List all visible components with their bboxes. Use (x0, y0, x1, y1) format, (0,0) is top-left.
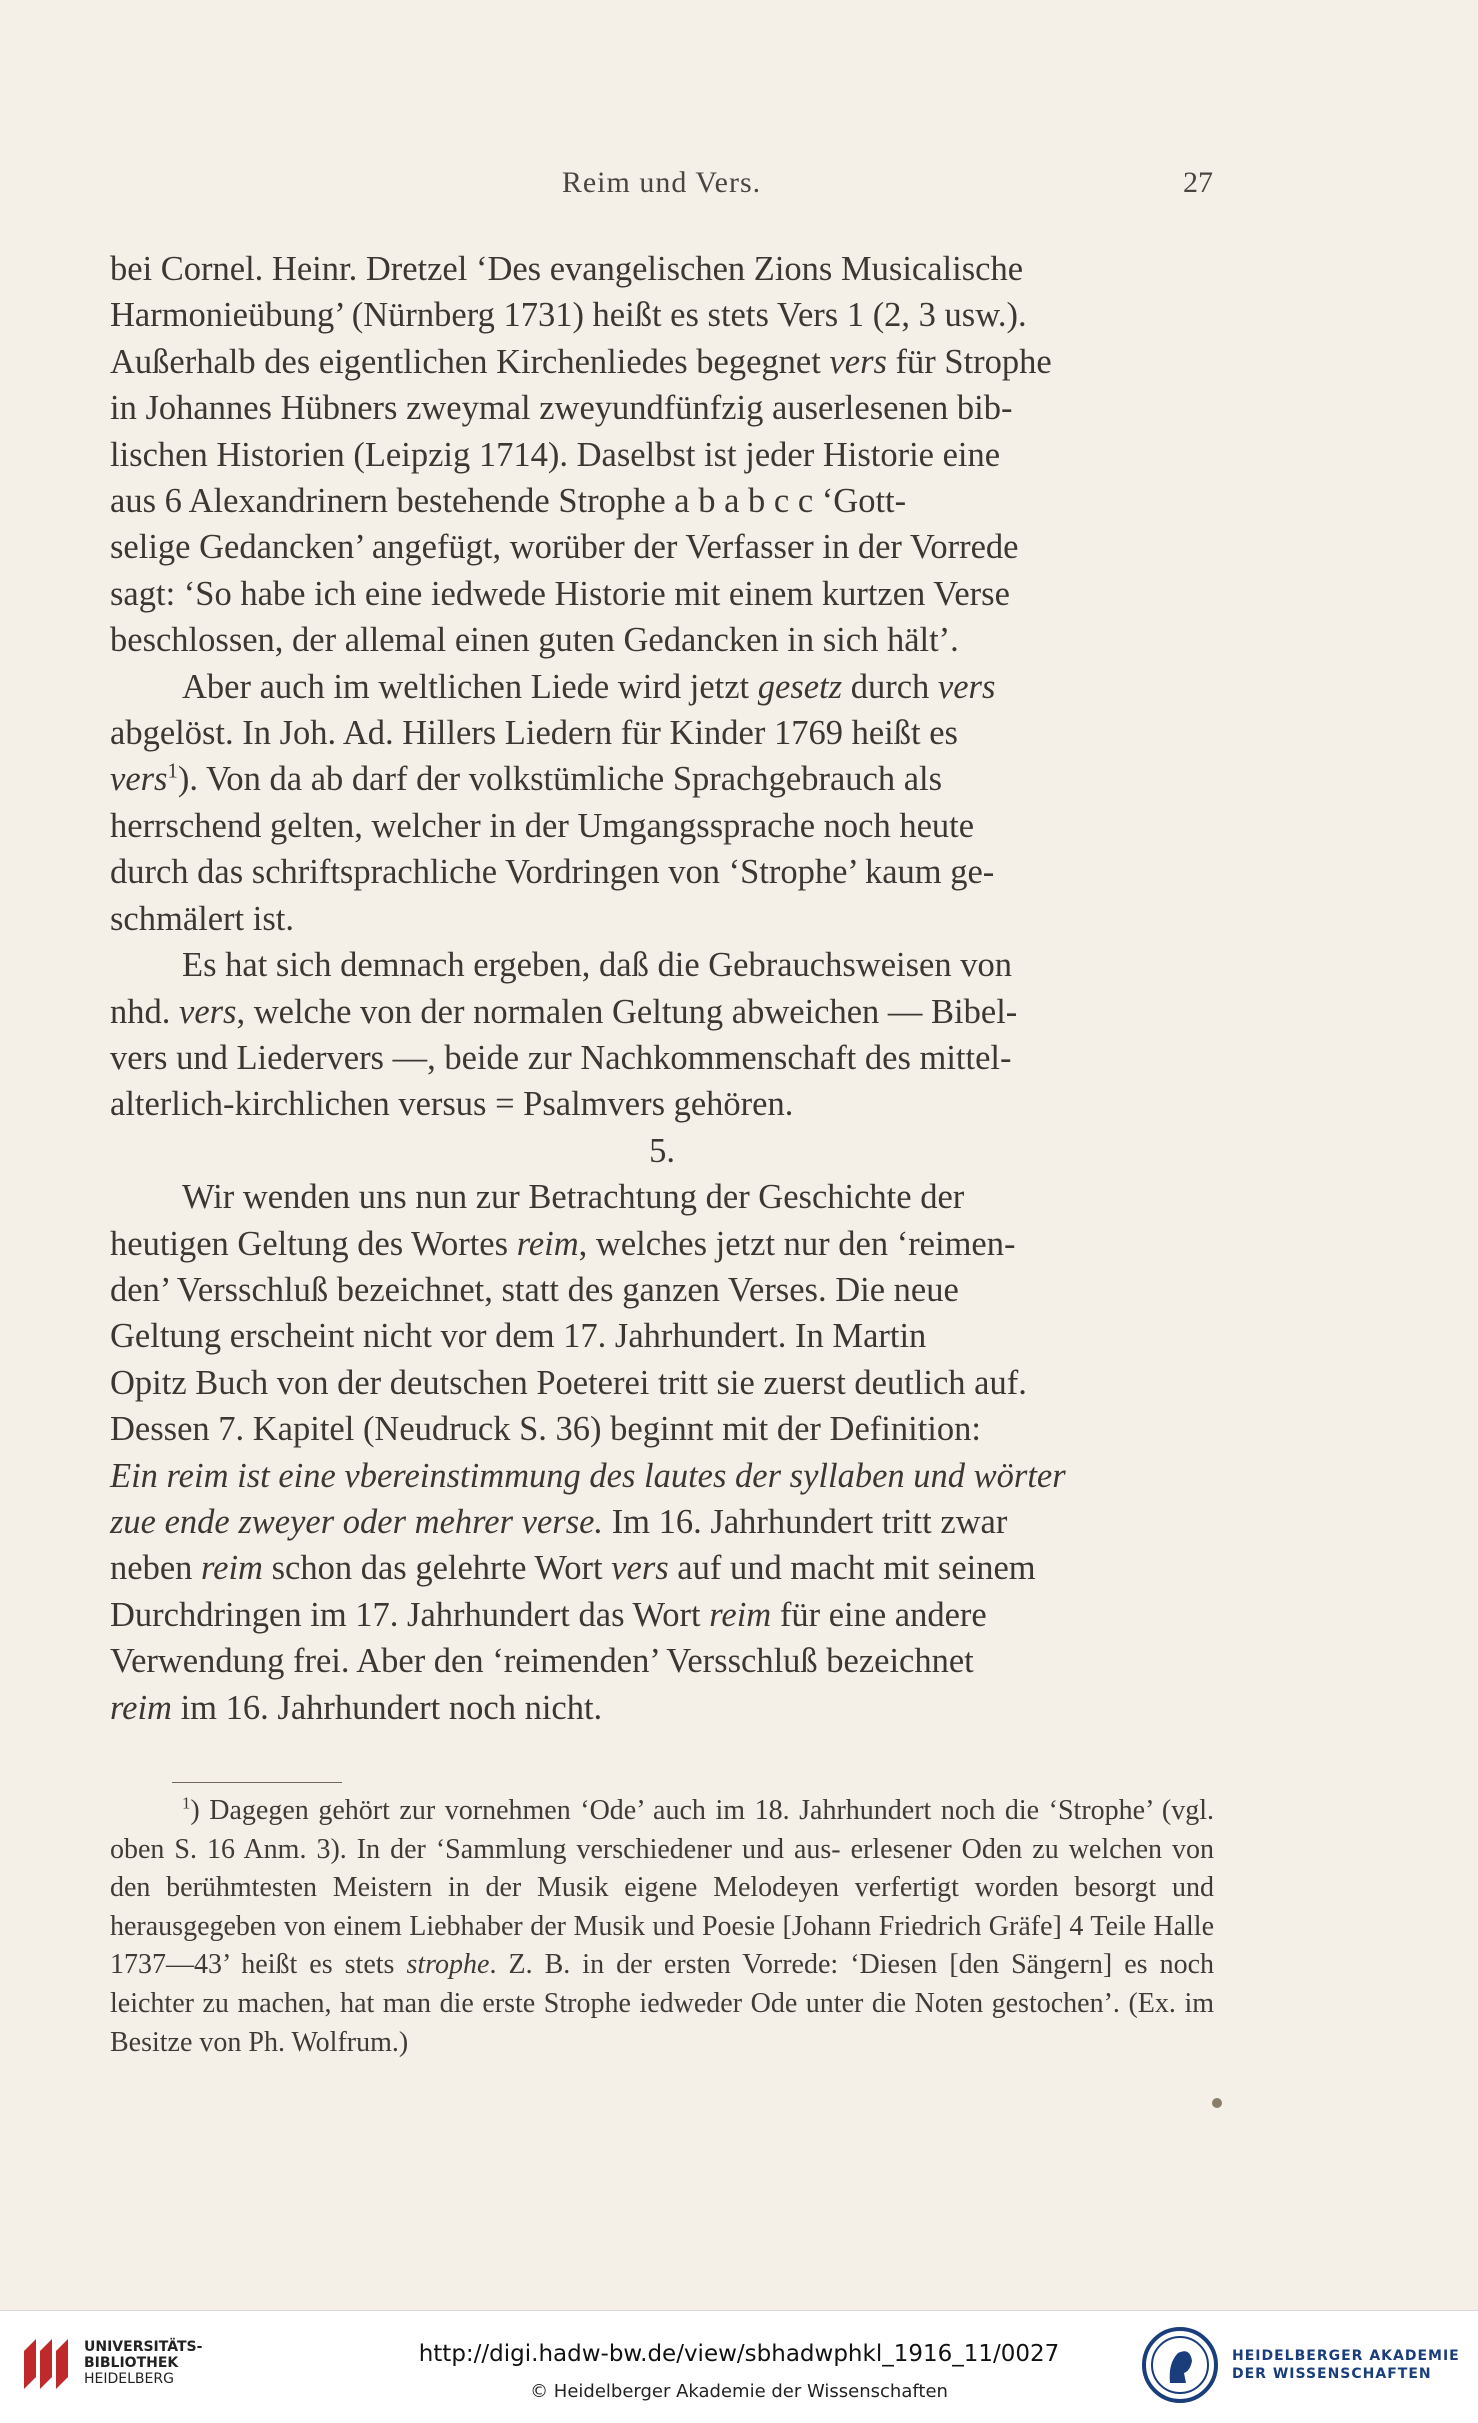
viewer-footer (0, 2310, 1478, 2423)
footnote-rule (172, 1782, 342, 1783)
text-run: , welches jetzt nur den ‘reimen- (578, 1224, 1016, 1263)
text-run: schon das gelehrte Wort (262, 1549, 612, 1588)
copyright-notice: © Heidelberger Akademie der Wissenschaften (530, 2381, 948, 2402)
text-run: Sängern] es noch leichter zu machen, hat man die erste Strophe iedweder (110, 1949, 1214, 2019)
text-run: nhd. (110, 992, 179, 1031)
text-line (110, 1685, 1214, 1731)
library-line: BIBLIOTHEK (84, 2355, 179, 2371)
permalink-url[interactable]: http://digi.hadw-bw.de/view/sbhadwphkl_1916_11/0027 (418, 2341, 1060, 2367)
italic-term: gesetz (757, 667, 843, 706)
italic-term: reim (110, 1688, 172, 1727)
text-line: beschlossen, der allemal einen guten Gedancken in sich hält’. (110, 621, 959, 660)
academy-name (1232, 2347, 1460, 2383)
text-run: Durchdringen im 17. Jahrhundert das Wort (110, 1595, 710, 1634)
text-run: eigene Melodeyen verfertigt worden besorgt und herausgegeben von einem (110, 1872, 1214, 1942)
italic-term: reim (709, 1595, 772, 1634)
italic-term: vers (829, 342, 887, 381)
text-line: Verwendung frei. Aber den ‘reimenden’ Versschluß bezeichnet (110, 1642, 974, 1681)
text-run: Aber auch im weltlichen Liede wird jetzt (182, 667, 758, 706)
text-line: lischen Historien (Leipzig 1714). Daselbst ist jeder Historie eine (110, 435, 1001, 474)
text-run: Liebhaber der Musik und Poesie [Johann Friedrich Gräfe] 4 Teile Halle (409, 1910, 1214, 1942)
text-line: den’ Versschluß bezeichnet, statt des ganzen Verses. Die neue (110, 1270, 959, 1309)
hadw-seal-icon[interactable] (1140, 2325, 1220, 2405)
text-run: auf und macht mit seinem (668, 1549, 1036, 1588)
text-line: Es hat sich demnach ergeben, daß die Gebrauchsweisen von (182, 946, 1012, 985)
text-line: Opitz Buch von der deutschen Poeterei tritt sie zuerst deutlich auf. (110, 1363, 1027, 1402)
footnote-marker: 1 (182, 1793, 191, 1813)
paragraph-4-cont (110, 1221, 1214, 1731)
academy-line: DER WISSENSCHAFTEN (1232, 2366, 1432, 2382)
text-run: durch (842, 667, 938, 706)
text-line (110, 989, 1214, 1035)
text-line: durch das schriftsprachliche Vordringen von ‘Strophe’ kaum ge- (110, 853, 995, 892)
italic-term: vers (179, 992, 237, 1031)
paragraph-2-cont (110, 710, 1214, 942)
paragraph-2 (110, 664, 1214, 710)
text-line (110, 1592, 1214, 1638)
text-line: alterlich-kirchlichen versus = Psalmvers gehören. (110, 1085, 794, 1124)
text-line (110, 1545, 1214, 1591)
text-line: Geltung erscheint nicht vor dem 17. Jahrhundert. In Martin (110, 1317, 927, 1356)
print-speck (1212, 2098, 1222, 2108)
paragraph-1 (110, 246, 1214, 664)
text-run: erlesener Oden zu welchen von den berühmtesten Meistern in der Musik (110, 1833, 1214, 1904)
text-line: Dessen 7. Kapitel (Neudruck S. 36) beginnt mit der Definition: (110, 1410, 981, 1449)
text-line: in Johannes Hübners zweymal zweyundfünfzig auserlesenen bib- (110, 389, 1013, 428)
paragraph-3-cont (110, 989, 1214, 1128)
text-run: neben (110, 1549, 202, 1588)
text-line (110, 1499, 1214, 1545)
text-run: Außerhalb des eigentlichen Kirchenliedes begegnet (110, 342, 830, 381)
page-number: 27 (1183, 166, 1213, 199)
text-run: Im 16. Jahrhundert tritt zwar (603, 1502, 1008, 1541)
running-header (110, 166, 1213, 206)
text-line (110, 664, 1214, 710)
footnote-1 (110, 1792, 1214, 2062)
library-line: UNIVERSITÄTS- (84, 2339, 203, 2355)
text-line: vers und Liedervers —, beide zur Nachkommenschaft des mittel- (110, 1038, 1012, 1077)
section-number: 5. (649, 1131, 675, 1170)
text-run: ‘Strophe’ (vgl. oben S. 16 Anm. 3). In der ‘Sammlung verschiedener und aus- (110, 1795, 1214, 1865)
text-line: schmälert ist. (110, 899, 294, 938)
library-line: HEIDELBERG (84, 2371, 174, 2387)
text-line: sagt: ‘So habe ich eine iedwede Historie mit einem kurtzen Verse (110, 574, 1010, 613)
text-line (110, 1221, 1214, 1267)
text-line (110, 339, 1214, 385)
text-run: , welche von der normalen Geltung abweichen — Bibel- (236, 992, 1018, 1031)
paragraph-3 (110, 942, 1214, 988)
text-run: im 16. Jahrhundert noch nicht. (171, 1688, 603, 1727)
italic-term: vers (937, 667, 996, 706)
text-line: Wir wenden uns nun zur Betrachtung der Geschichte der (182, 1178, 965, 1217)
footnotes (110, 1792, 1214, 2062)
text-line: selige Gedancken’ angefügt, worüber der Verfasser in der Vorrede (110, 528, 1019, 567)
text-run: Ode unter die Noten gestochen’. (Ex. im Besitze von Ph. Wolfrum.) (110, 1987, 1215, 2058)
footnote-ref[interactable]: 1 (167, 760, 178, 783)
text-line (110, 1453, 1214, 1499)
italic-term: reim (201, 1549, 263, 1588)
text-line: Harmonieübung’ (Nürnberg 1731) heißt es stets Vers 1 (2, 3 usw.). (110, 296, 1027, 335)
italic-term: vers (611, 1549, 669, 1588)
italic-term: vers (110, 760, 168, 799)
text-run: heutigen Geltung des Wortes (110, 1224, 517, 1263)
paragraph-4 (110, 1174, 1214, 1220)
text-line: abgelöst. In Joh. Ad. Hillers Liedern für Kinder 1769 heißt es (110, 714, 958, 753)
text-line: aus 6 Alexandrinern bestehende Strophe a b a b c c ‘Gott- (110, 482, 907, 521)
text-run: ) Dagegen gehört zur vornehmen ‘Ode’ auch im 18. Jahrhundert noch die (190, 1795, 1040, 1826)
italic-quote: Ein reim ist eine vbereinstimmung des lautes der syllaben und wörter (110, 1456, 1066, 1495)
italic-term: strophe (406, 1949, 490, 1981)
main-text (110, 246, 1214, 1731)
text-run: für Strophe (886, 342, 1052, 381)
text-line: bei Cornel. Heinr. Dretzel ‘Des evangelischen Zions Musicalische (110, 250, 1024, 288)
academy-line: HEIDELBERGER AKADEMIE (1232, 2348, 1460, 2364)
text-line (110, 756, 1214, 802)
italic-term: reim (516, 1224, 579, 1263)
text-run: 1737—43’ heißt es stets (110, 1949, 407, 1981)
text-run: für eine andere (771, 1595, 987, 1634)
text-line: herrschend gelten, welcher in der Umgangssprache noch heute (110, 806, 975, 845)
italic-quote: zue ende zweyer oder mehrer verse. (110, 1502, 604, 1541)
running-title: Reim und Vers. (561, 166, 762, 199)
text-run: . Z. B. in der ersten Vorrede: ‘Diesen [den (489, 1949, 1000, 1981)
text-run: ). Von da ab darf der volkstümliche Sprachgebrauch als (177, 760, 943, 799)
